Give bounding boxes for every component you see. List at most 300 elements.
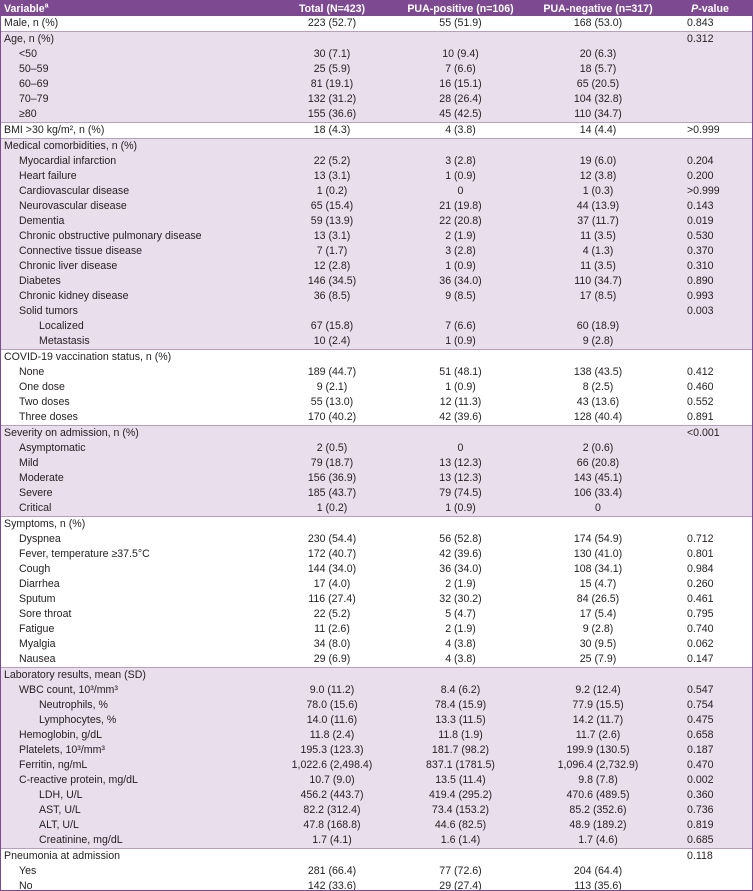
table-row bbox=[1, 395, 752, 410]
cell-total: 55 (13.0) bbox=[310, 396, 354, 408]
cell-p-value bbox=[668, 77, 752, 92]
row-label: Medical comorbidities, n (%) bbox=[1, 139, 271, 155]
cell-pua-negative: 470.6 (489.5) bbox=[528, 788, 668, 803]
cell-pua-negative: 1 (0.3) bbox=[528, 184, 668, 199]
table-row bbox=[1, 517, 752, 533]
cell-total: 65 (15.4) bbox=[271, 199, 393, 214]
row-label: Sputum bbox=[19, 593, 56, 605]
row-label: 70–79 bbox=[1, 92, 271, 107]
table-row bbox=[1, 728, 752, 743]
cell-pua-negative: 11 (3.5) bbox=[528, 229, 668, 244]
cell-pua-positive bbox=[393, 517, 528, 533]
cell-p-value: 0.993 bbox=[668, 289, 752, 304]
row-label: Myocardial infarction bbox=[1, 154, 271, 169]
cell-pua-negative: 17 (5.4) bbox=[579, 608, 617, 620]
row-label: Critical bbox=[1, 501, 271, 517]
cell-pua-negative: 37 (11.7) bbox=[528, 214, 668, 229]
cell-total bbox=[271, 517, 393, 533]
cell-pua-negative: 84 (26.5) bbox=[576, 593, 620, 605]
cell-pua-negative bbox=[528, 32, 668, 48]
cell-p-value bbox=[668, 334, 752, 350]
cell-total: 12 (2.8) bbox=[271, 259, 393, 274]
row-label: Pneumonia at admission bbox=[1, 849, 271, 865]
cell-pua-positive: 79 (74.5) bbox=[393, 486, 528, 501]
cell-pua-negative: 30 (9.5) bbox=[579, 638, 617, 650]
cell-pua-negative: 25 (7.9) bbox=[579, 653, 617, 665]
cell-total: 223 (52.7) bbox=[307, 17, 357, 29]
cell-total: 116 (27.4) bbox=[308, 593, 356, 605]
cell-pua-negative: 12 (3.8) bbox=[528, 169, 668, 184]
cell-p-value: 0.552 bbox=[687, 396, 714, 408]
cell-total: 14.0 (11.6) bbox=[271, 713, 393, 728]
cell-total: 82.2 (312.4) bbox=[271, 803, 393, 818]
cell-total: 1.7 (4.1) bbox=[271, 833, 393, 849]
cell-total bbox=[271, 668, 393, 684]
table-row bbox=[1, 849, 752, 865]
row-label: Chronic liver disease bbox=[1, 259, 271, 274]
cell-total: 13 (3.1) bbox=[271, 169, 393, 184]
row-label: WBC count, 10³/mm³ bbox=[1, 683, 271, 698]
cell-total: 155 (36.6) bbox=[271, 107, 393, 123]
cell-total: 29 (6.9) bbox=[313, 653, 351, 665]
cell-pua-negative bbox=[528, 350, 668, 366]
row-label: Metastasis bbox=[1, 334, 271, 350]
row-label: Diarrhea bbox=[19, 578, 60, 590]
table-body bbox=[1, 16, 752, 891]
table-row bbox=[1, 592, 752, 607]
cell-p-value: 0.658 bbox=[668, 728, 752, 743]
cell-total: 146 (34.5) bbox=[271, 274, 393, 289]
cell-pua-positive: 51 (48.1) bbox=[439, 366, 482, 378]
cell-pua-positive: 3 (2.8) bbox=[393, 244, 528, 259]
cell-pua-positive: 181.7 (98.2) bbox=[393, 743, 528, 758]
table-row bbox=[1, 426, 752, 442]
table-row bbox=[1, 107, 752, 123]
cell-pua-positive: 45 (42.5) bbox=[393, 107, 528, 123]
row-label: Fever, temperature ≥37.5°C bbox=[19, 548, 150, 560]
cell-p-value: 0.890 bbox=[668, 274, 752, 289]
row-label: Mild bbox=[1, 456, 271, 471]
header-pua-positive: PUA-positive (n=106) bbox=[393, 1, 528, 16]
table-row bbox=[1, 289, 752, 304]
cell-pua-negative: 1,096.4 (2,732.9) bbox=[528, 758, 668, 773]
cell-p-value: 0.547 bbox=[668, 683, 752, 698]
cell-pua-positive bbox=[393, 668, 528, 684]
cell-pua-positive: 1 (0.9) bbox=[393, 169, 528, 184]
cell-pua-negative: 77.9 (15.5) bbox=[528, 698, 668, 713]
cell-p-value bbox=[668, 517, 752, 533]
cell-pua-positive: 1.6 (1.4) bbox=[393, 833, 528, 849]
cell-total: 1,022.6 (2,498.4) bbox=[271, 758, 393, 773]
cell-total: 132 (31.2) bbox=[271, 92, 393, 107]
row-label: LDH, U/L bbox=[1, 788, 271, 803]
cell-pua-negative: 108 (34.1) bbox=[573, 563, 623, 575]
table-row bbox=[1, 365, 752, 380]
cell-total: 185 (43.7) bbox=[271, 486, 393, 501]
table-row bbox=[1, 471, 752, 486]
cell-pua-positive: 1 (0.9) bbox=[393, 334, 528, 350]
row-label: Solid tumors bbox=[1, 304, 271, 319]
cell-total: 34 (8.0) bbox=[313, 638, 351, 650]
cell-pua-positive: 13 (12.3) bbox=[393, 471, 528, 486]
table-row bbox=[1, 16, 752, 32]
row-label: Heart failure bbox=[1, 169, 271, 184]
cell-pua-positive: 13 (12.3) bbox=[393, 456, 528, 471]
cell-total: 9.0 (11.2) bbox=[271, 683, 393, 698]
cell-p-value: 0.891 bbox=[687, 411, 714, 423]
row-label: Sore throat bbox=[19, 608, 72, 620]
cell-pua-positive: 77 (72.6) bbox=[439, 865, 482, 877]
row-label: ALT, U/L bbox=[1, 818, 271, 833]
table-row bbox=[1, 169, 752, 184]
cell-pua-positive: 419.4 (295.2) bbox=[393, 788, 528, 803]
cell-total: 59 (13.9) bbox=[271, 214, 393, 229]
table-row bbox=[1, 244, 752, 259]
cell-pua-positive: 36 (34.0) bbox=[393, 274, 528, 289]
row-label: Cough bbox=[19, 563, 51, 575]
cell-pua-negative: 11.7 (2.6) bbox=[528, 728, 668, 743]
table-header-row bbox=[1, 1, 752, 16]
row-label: Chronic kidney disease bbox=[1, 289, 271, 304]
table-row bbox=[1, 547, 752, 562]
row-label: COVID-19 vaccination status, n (%) bbox=[1, 350, 271, 366]
cell-pua-positive: 42 (39.6) bbox=[439, 548, 482, 560]
cell-p-value: 0.062 bbox=[687, 638, 714, 650]
cell-pua-positive: 4 (3.8) bbox=[393, 123, 528, 139]
cell-p-value bbox=[668, 62, 752, 77]
header-p-value: P-value bbox=[668, 1, 752, 16]
cell-pua-negative: 113 (35.6) bbox=[574, 880, 622, 891]
cell-pua-positive: 5 (4.7) bbox=[445, 608, 476, 620]
row-label: Dementia bbox=[1, 214, 271, 229]
table-row bbox=[1, 818, 752, 833]
table-row bbox=[1, 441, 752, 456]
cell-pua-positive: 16 (15.1) bbox=[393, 77, 528, 92]
cell-p-value: 0.740 bbox=[687, 623, 714, 635]
cell-pua-negative: 14.2 (11.7) bbox=[528, 713, 668, 728]
table-row bbox=[1, 456, 752, 471]
cell-total: 170 (40.2) bbox=[307, 411, 357, 423]
cell-p-value: 0.187 bbox=[668, 743, 752, 758]
row-label: Severity on admission, n (%) bbox=[1, 426, 271, 442]
cell-total bbox=[271, 849, 393, 865]
cell-p-value: 0.470 bbox=[668, 758, 752, 773]
cell-pua-negative: 66 (20.8) bbox=[528, 456, 668, 471]
cell-p-value: 0.712 bbox=[687, 533, 714, 545]
row-label: 60–69 bbox=[1, 77, 271, 92]
cell-p-value bbox=[668, 319, 752, 334]
cell-pua-positive: 1 (0.9) bbox=[393, 501, 528, 517]
cell-pua-positive: 44.6 (82.5) bbox=[393, 818, 528, 833]
cell-p-value: >0.999 bbox=[668, 123, 752, 139]
cell-pua-negative: 2 (0.6) bbox=[528, 441, 668, 456]
cell-p-value: 0.801 bbox=[687, 548, 714, 560]
cell-pua-positive: 2 (1.9) bbox=[445, 623, 476, 635]
cell-p-value: >0.999 bbox=[668, 184, 752, 199]
row-label: ≥80 bbox=[1, 107, 271, 123]
cell-total: 25 (5.9) bbox=[271, 62, 393, 77]
table-row bbox=[1, 773, 752, 788]
cell-p-value bbox=[668, 471, 752, 486]
table-row bbox=[1, 833, 752, 849]
cell-total: 2 (0.5) bbox=[271, 441, 393, 456]
cell-total: 144 (34.0) bbox=[307, 563, 357, 575]
cell-p-value: 0.204 bbox=[668, 154, 752, 169]
cell-pua-positive: 0 bbox=[393, 441, 528, 456]
cell-p-value: 0.461 bbox=[687, 593, 714, 605]
row-label: Chronic obstructive pulmonary disease bbox=[1, 229, 271, 244]
cell-p-value: 0.475 bbox=[668, 713, 752, 728]
cell-pua-negative bbox=[528, 517, 668, 533]
row-label: Dyspnea bbox=[19, 533, 61, 545]
header-total: Total (N=423) bbox=[271, 1, 393, 16]
cell-pua-negative: 199.9 (130.5) bbox=[528, 743, 668, 758]
row-label: One dose bbox=[19, 381, 65, 393]
cell-total: 11.8 (2.4) bbox=[271, 728, 393, 743]
row-label: Ferritin, ng/mL bbox=[1, 758, 271, 773]
table-row bbox=[1, 562, 752, 577]
cell-pua-positive: 4 (3.8) bbox=[445, 653, 476, 665]
cell-pua-negative: 65 (20.5) bbox=[528, 77, 668, 92]
cell-total: 18 (4.3) bbox=[271, 123, 393, 139]
row-label: None bbox=[19, 366, 45, 378]
cell-pua-negative bbox=[528, 304, 668, 319]
cell-pua-negative: 60 (18.9) bbox=[528, 319, 668, 334]
table-row bbox=[1, 77, 752, 92]
table-row bbox=[1, 622, 752, 637]
cell-pua-positive: 7 (6.6) bbox=[393, 319, 528, 334]
cell-pua-negative: 48.9 (189.2) bbox=[528, 818, 668, 833]
cell-pua-positive: 13.3 (11.5) bbox=[393, 713, 528, 728]
cell-total: 9 (2.1) bbox=[316, 381, 348, 393]
row-label: Connective tissue disease bbox=[1, 244, 271, 259]
cell-total bbox=[271, 350, 393, 366]
row-label: C-reactive protein, mg/dL bbox=[1, 773, 271, 788]
cell-pua-positive: 32 (30.2) bbox=[439, 593, 482, 605]
table-row bbox=[1, 607, 752, 622]
table-row bbox=[1, 62, 752, 77]
cell-total: 1 (0.2) bbox=[271, 184, 393, 199]
row-label: Two doses bbox=[19, 396, 70, 408]
cell-pua-negative: 168 (53.0) bbox=[573, 17, 623, 29]
table-row bbox=[1, 743, 752, 758]
cell-pua-positive bbox=[393, 32, 528, 48]
cell-total: 22 (5.2) bbox=[313, 608, 351, 620]
table-row bbox=[1, 184, 752, 199]
cell-pua-positive: 36 (34.0) bbox=[439, 563, 482, 575]
table-row bbox=[1, 154, 752, 169]
header-variable: Variable$^a$ bbox=[1, 1, 271, 16]
cell-pua-positive: 55 (51.9) bbox=[439, 17, 482, 29]
row-label: Neutrophils, % bbox=[1, 698, 271, 713]
cell-pua-positive: 1 (0.9) bbox=[393, 259, 528, 274]
row-label: Male, n (%) bbox=[4, 17, 59, 29]
cell-p-value: 0.530 bbox=[668, 229, 752, 244]
table-row bbox=[1, 713, 752, 728]
cell-pua-positive: 3 (2.8) bbox=[393, 154, 528, 169]
cell-p-value bbox=[668, 350, 752, 366]
row-label: Nausea bbox=[19, 653, 56, 665]
cell-total: 47.8 (168.8) bbox=[271, 818, 393, 833]
table-row bbox=[1, 864, 752, 879]
cell-pua-negative: 110 (34.7) bbox=[528, 107, 668, 123]
cell-total: 11 (2.6) bbox=[314, 623, 350, 635]
cell-pua-positive: 2 (1.9) bbox=[445, 578, 476, 590]
cell-p-value: 0.019 bbox=[668, 214, 752, 229]
row-label: No bbox=[19, 880, 33, 891]
cell-pua-positive: 22 (20.8) bbox=[393, 214, 528, 229]
cell-pua-negative: 20 (6.3) bbox=[528, 47, 668, 62]
cell-total: 30 (7.1) bbox=[271, 47, 393, 62]
table-row bbox=[1, 698, 752, 713]
table-row bbox=[1, 259, 752, 274]
table-row bbox=[1, 637, 752, 652]
row-label: Cardiovascular disease bbox=[1, 184, 271, 199]
table-row bbox=[1, 274, 752, 289]
table-row bbox=[1, 139, 752, 155]
row-label: Platelets, 10³/mm³ bbox=[1, 743, 271, 758]
cell-total: 13 (3.1) bbox=[271, 229, 393, 244]
cell-p-value: 0.003 bbox=[668, 304, 752, 319]
row-label: Three doses bbox=[19, 411, 78, 423]
cell-pua-positive: 12 (11.3) bbox=[439, 396, 482, 408]
cell-pua-negative: 11 (3.5) bbox=[528, 259, 668, 274]
cell-pua-positive: 56 (52.8) bbox=[439, 533, 482, 545]
cell-pua-negative: 204 (64.4) bbox=[573, 865, 623, 877]
table-row bbox=[1, 803, 752, 818]
cell-pua-positive: 9 (8.5) bbox=[393, 289, 528, 304]
table-row bbox=[1, 577, 752, 592]
table-row bbox=[1, 199, 752, 214]
row-label: Age, n (%) bbox=[1, 32, 271, 48]
cell-p-value bbox=[668, 47, 752, 62]
cell-pua-negative: 9.8 (7.8) bbox=[528, 773, 668, 788]
row-label: Diabetes bbox=[1, 274, 271, 289]
cell-total: 142 (33.6) bbox=[307, 880, 357, 891]
cell-p-value bbox=[668, 441, 752, 456]
cell-p-value bbox=[668, 486, 752, 501]
row-label: Localized bbox=[1, 319, 271, 334]
cell-pua-positive bbox=[393, 426, 528, 442]
row-label: BMI >30 kg/m², n (%) bbox=[1, 123, 271, 139]
table-row bbox=[1, 486, 752, 501]
cell-total: 78.0 (15.6) bbox=[271, 698, 393, 713]
cell-total: 172 (40.7) bbox=[307, 548, 357, 560]
cell-total: 67 (15.8) bbox=[271, 319, 393, 334]
table-row bbox=[1, 501, 752, 517]
cell-pua-negative bbox=[528, 139, 668, 155]
cell-pua-positive: 0 bbox=[393, 184, 528, 199]
row-label: AST, U/L bbox=[1, 803, 271, 818]
cell-p-value: 0.260 bbox=[687, 578, 714, 590]
cell-total: 230 (54.4) bbox=[307, 533, 357, 545]
cell-pua-positive: 4 (3.8) bbox=[445, 638, 476, 650]
cell-pua-negative: 130 (41.0) bbox=[573, 548, 623, 560]
cell-pua-positive: 1 (0.9) bbox=[445, 381, 476, 393]
cell-pua-positive: 11.8 (1.9) bbox=[393, 728, 528, 743]
cell-pua-negative: 15 (4.7) bbox=[579, 578, 617, 590]
cell-pua-negative: 85.2 (352.6) bbox=[528, 803, 668, 818]
row-label: Myalgia bbox=[19, 638, 56, 650]
cell-p-value bbox=[668, 92, 752, 107]
cell-p-value bbox=[668, 864, 752, 879]
row-label: Symptoms, n (%) bbox=[1, 517, 271, 533]
header-pua-negative: PUA-negative (n=317) bbox=[528, 1, 668, 16]
cell-pua-positive: 13.5 (11.4) bbox=[393, 773, 528, 788]
table-row bbox=[1, 229, 752, 244]
cell-pua-negative: 0 bbox=[528, 501, 668, 517]
cell-total: 10 (2.4) bbox=[271, 334, 393, 350]
cell-p-value bbox=[668, 107, 752, 123]
cell-p-value: 0.754 bbox=[668, 698, 752, 713]
cell-pua-negative: 19 (6.0) bbox=[528, 154, 668, 169]
cell-pua-negative: 138 (43.5) bbox=[573, 366, 623, 378]
cell-pua-positive: 7 (6.6) bbox=[393, 62, 528, 77]
cell-pua-negative: 18 (5.7) bbox=[528, 62, 668, 77]
cell-pua-positive: 42 (39.6) bbox=[439, 411, 482, 423]
table-row bbox=[1, 334, 752, 350]
cell-pua-positive: 8.4 (6.2) bbox=[393, 683, 528, 698]
table-row bbox=[1, 683, 752, 698]
cell-pua-negative: 128 (40.4) bbox=[573, 411, 623, 423]
cell-pua-positive: 28 (26.4) bbox=[393, 92, 528, 107]
table-row bbox=[1, 47, 752, 62]
cell-total bbox=[271, 139, 393, 155]
row-label: Moderate bbox=[1, 471, 271, 486]
cell-pua-negative: 9 (2.8) bbox=[582, 623, 614, 635]
cell-p-value: 0.460 bbox=[687, 381, 714, 393]
cell-p-value: 0.685 bbox=[668, 833, 752, 849]
table-row bbox=[1, 380, 752, 395]
cell-p-value bbox=[668, 139, 752, 155]
cell-total: 79 (18.7) bbox=[271, 456, 393, 471]
cell-total: 189 (44.7) bbox=[307, 366, 357, 378]
row-label: Hemoglobin, g/dL bbox=[1, 728, 271, 743]
cell-pua-negative: 43 (13.6) bbox=[576, 396, 620, 408]
cell-total bbox=[271, 304, 393, 319]
table-row bbox=[1, 92, 752, 107]
cell-p-value: 0.795 bbox=[687, 608, 714, 620]
table-row bbox=[1, 304, 752, 319]
cell-p-value: 0.312 bbox=[668, 32, 752, 48]
cell-p-value: 0.310 bbox=[668, 259, 752, 274]
row-label: Fatigue bbox=[19, 623, 55, 635]
cell-total: 36 (8.5) bbox=[271, 289, 393, 304]
row-label: Lymphocytes, % bbox=[1, 713, 271, 728]
table-row bbox=[1, 758, 752, 773]
cell-pua-positive: 10 (9.4) bbox=[393, 47, 528, 62]
table-row bbox=[1, 214, 752, 229]
row-label: Yes bbox=[19, 865, 37, 877]
cell-total: 17 (4.0) bbox=[313, 578, 351, 590]
cell-pua-negative: 8 (2.5) bbox=[582, 381, 614, 393]
cell-pua-positive: 2 (1.9) bbox=[393, 229, 528, 244]
cell-p-value: 0.412 bbox=[687, 366, 714, 378]
row-label: Asymptomatic bbox=[1, 441, 271, 456]
table-row bbox=[1, 410, 752, 426]
table-row bbox=[1, 319, 752, 334]
table-row bbox=[1, 350, 752, 366]
cell-pua-negative bbox=[528, 849, 668, 865]
cell-total: 81 (19.1) bbox=[271, 77, 393, 92]
cell-p-value: 0.143 bbox=[668, 199, 752, 214]
row-label: 50–59 bbox=[1, 62, 271, 77]
cell-total: 281 (66.4) bbox=[307, 865, 357, 877]
table-row bbox=[1, 532, 752, 547]
cell-p-value: 0.118 bbox=[668, 849, 752, 865]
cell-total bbox=[271, 32, 393, 48]
cell-p-value: 0.360 bbox=[668, 788, 752, 803]
